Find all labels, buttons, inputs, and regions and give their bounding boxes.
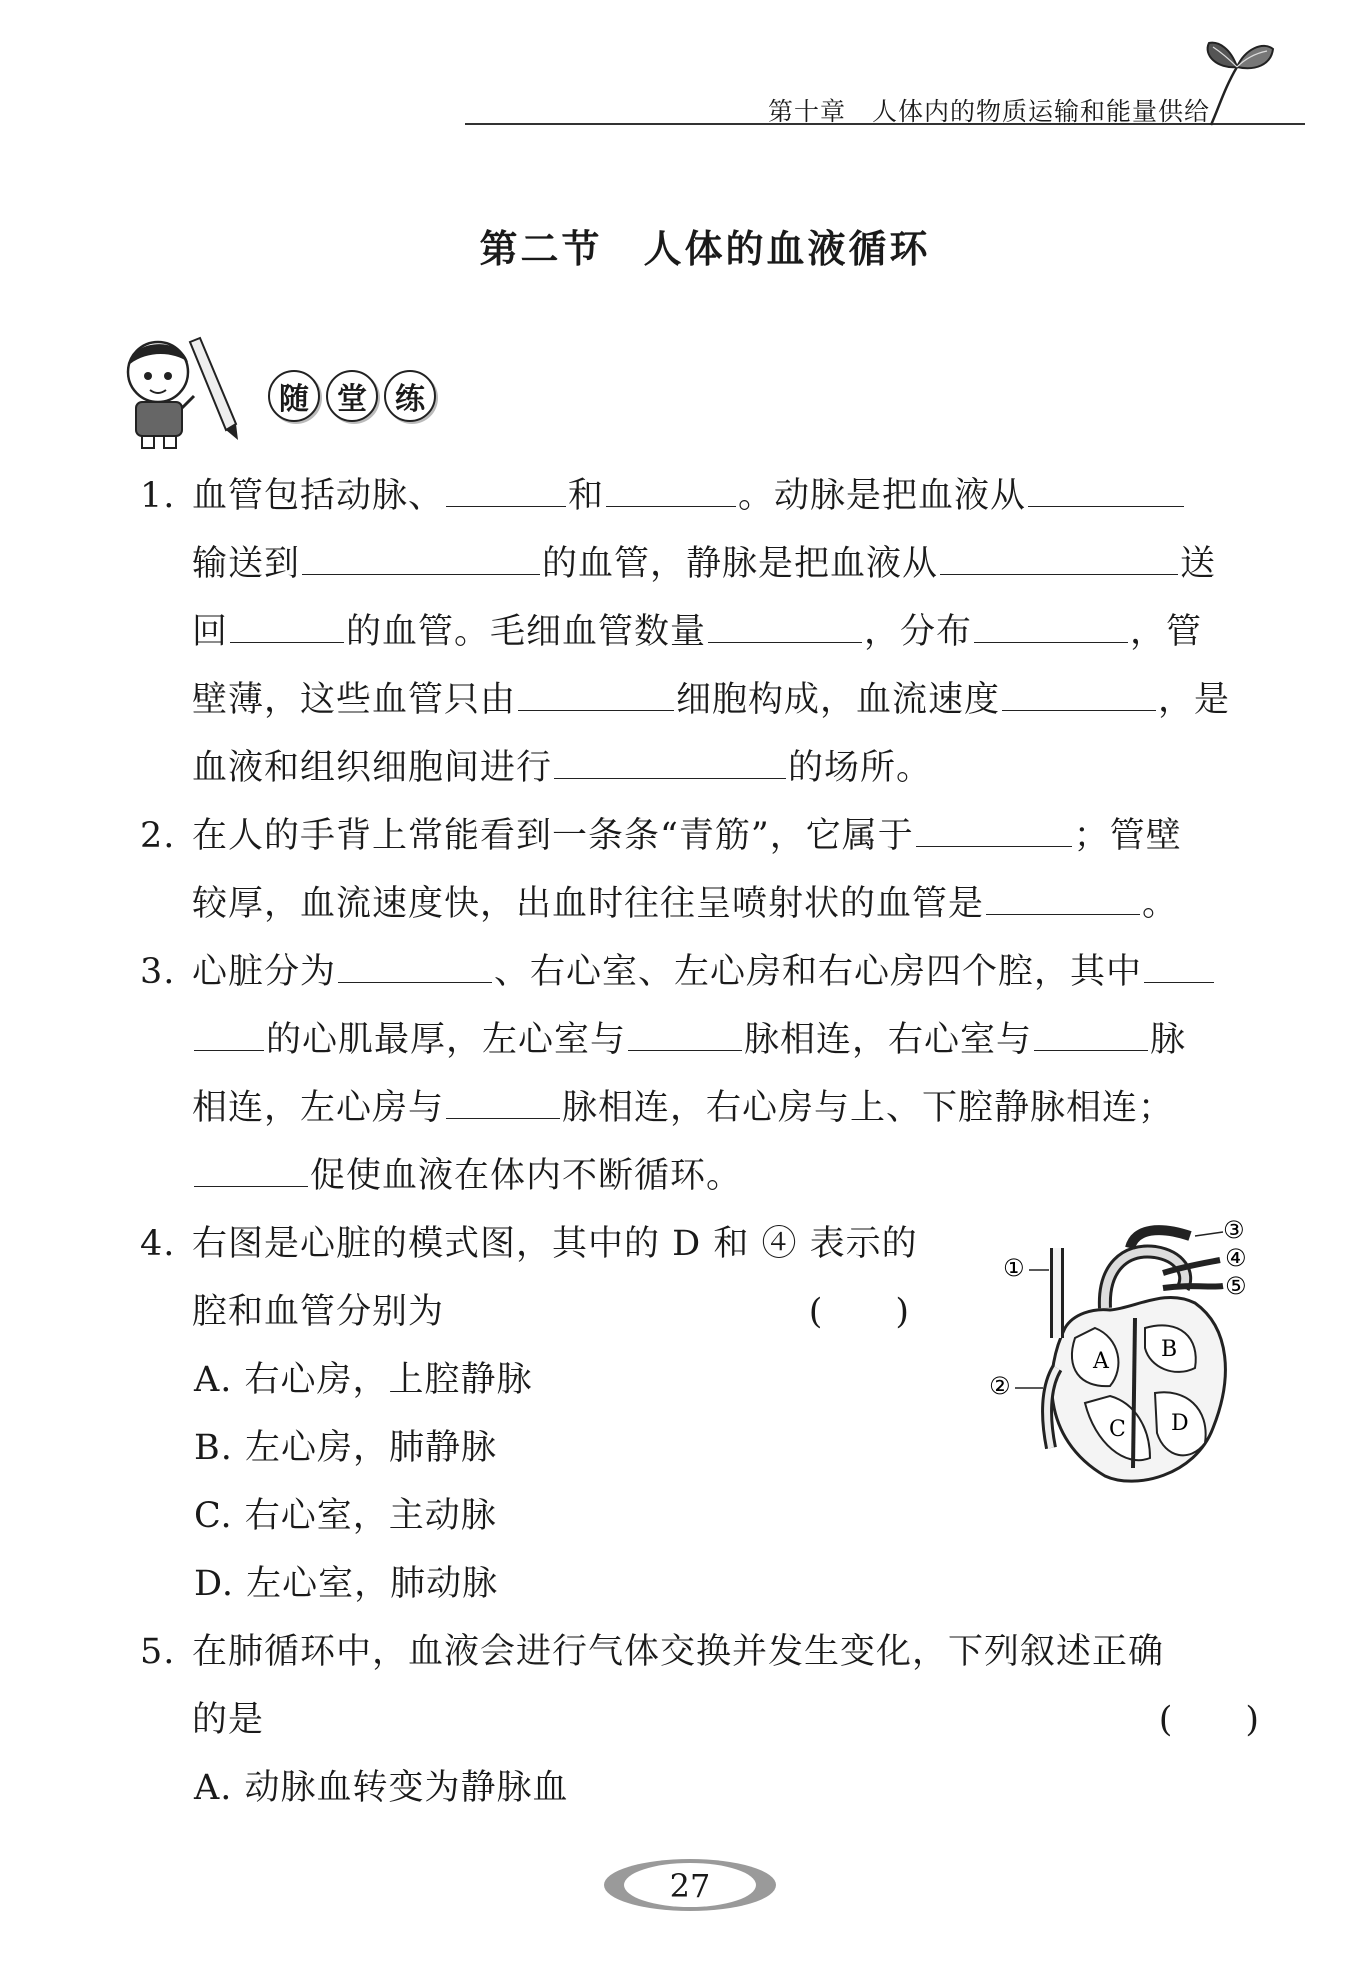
answer-blank[interactable] xyxy=(1034,1016,1148,1051)
answer-blank[interactable] xyxy=(446,1084,560,1119)
answer-blank[interactable] xyxy=(338,948,492,983)
question-2 xyxy=(140,802,1260,938)
text: 输送到 xyxy=(192,544,301,584)
text: 。动脉是把血液从 xyxy=(738,476,1027,516)
text: ，是 xyxy=(1158,680,1231,720)
answer-blank[interactable] xyxy=(194,1016,264,1051)
text: 回 xyxy=(192,612,229,652)
text: 右图是心脏的模式图，其中的 D 和 ④ 表示的 xyxy=(192,1224,918,1264)
answer-blank[interactable] xyxy=(628,1016,742,1051)
answer-parentheses[interactable]: ( ) xyxy=(1158,1700,1260,1740)
question-1 xyxy=(140,462,1260,802)
text: 。 xyxy=(1142,884,1179,924)
answer-blank[interactable] xyxy=(518,676,674,711)
chapter-header xyxy=(465,92,1305,128)
text: ，分布 xyxy=(864,612,973,652)
option-a[interactable]: A. 动脉血转变为静脉血 xyxy=(194,1768,569,1808)
vessel-label-2: ② xyxy=(989,1372,1011,1400)
question-number: 1. xyxy=(140,476,176,516)
text: 的场所。 xyxy=(788,748,933,788)
option-a[interactable]: A. 右心房，上腔静脉 xyxy=(194,1360,533,1400)
text: 心脏分为 xyxy=(192,952,337,992)
question-5 xyxy=(140,1618,1260,1822)
section-title: 第二节 人体的血液循环 xyxy=(479,227,931,271)
text: 脉相连，右心房与上、下腔静脉相连； xyxy=(562,1088,1175,1128)
page-number-badge xyxy=(600,1855,780,1915)
text: 的血管，静脉是把血液从 xyxy=(542,544,939,584)
answer-blank[interactable] xyxy=(916,812,1072,847)
answer-blank[interactable] xyxy=(446,472,566,507)
chapter-title: 第十章 人体内的物质运输和能量供给 xyxy=(767,97,1210,126)
answer-blank[interactable] xyxy=(708,608,862,643)
question-number: 2. xyxy=(140,816,176,856)
text: 血液和组织细胞间进行 xyxy=(192,748,553,788)
text: 脉相连，右心室与 xyxy=(744,1020,1033,1060)
answer-parentheses[interactable]: ( ) xyxy=(808,1292,910,1332)
heart-diagram xyxy=(985,1218,1260,1488)
badge-label xyxy=(268,370,436,422)
option-d[interactable]: D. 左心室，肺动脉 xyxy=(194,1564,499,1604)
answer-blank[interactable] xyxy=(554,744,786,779)
text: 的心肌最厚，左心室与 xyxy=(266,1020,627,1060)
question-number: 3. xyxy=(140,952,176,992)
vessel-label-4: ④ xyxy=(1225,1244,1247,1272)
student-with-pencil-icon xyxy=(108,332,248,450)
page-number: 27 xyxy=(669,1867,711,1905)
option-c[interactable]: C. 右心室，主动脉 xyxy=(194,1496,497,1536)
text: 的血管。毛细血管数量 xyxy=(346,612,707,652)
vessel-label-1: ① xyxy=(1003,1254,1025,1282)
text: 在肺循环中，血液会进行气体交换并发生变化，下列叙述正确 xyxy=(192,1632,1165,1672)
text: 和 xyxy=(568,476,605,516)
sprout-icon xyxy=(1197,37,1277,129)
text: 在人的手背上常能看到一条条“青筋”，它属于 xyxy=(192,816,914,856)
text: 壁薄，这些血管只由 xyxy=(192,680,517,720)
text: 细胞构成，血流速度 xyxy=(676,680,1001,720)
vessel-label-5: ⑤ xyxy=(1225,1272,1247,1300)
header-rule xyxy=(465,123,1305,125)
vessel-label-3: ③ xyxy=(1223,1218,1245,1244)
answer-blank[interactable] xyxy=(986,880,1140,915)
text: 腔和血管分别为 xyxy=(192,1292,445,1332)
badge-char: 堂 xyxy=(326,370,378,422)
text: 脉 xyxy=(1150,1020,1187,1060)
answer-blank[interactable] xyxy=(302,540,540,575)
text: 血管包括动脉、 xyxy=(192,476,445,516)
text: 较厚，血流速度快，出血时往往呈喷射状的血管是 xyxy=(192,884,985,924)
text: 的是 xyxy=(192,1700,265,1740)
question-3 xyxy=(140,938,1260,1210)
option-b[interactable]: B. 左心房，肺静脉 xyxy=(194,1428,497,1468)
answer-blank[interactable] xyxy=(940,540,1178,575)
answer-blank[interactable] xyxy=(606,472,736,507)
answer-blank[interactable] xyxy=(1028,472,1184,507)
text: ；管壁 xyxy=(1073,816,1182,856)
text: 相连，左心房与 xyxy=(192,1088,445,1128)
answer-blank[interactable] xyxy=(974,608,1128,643)
question-number: 5. xyxy=(140,1632,176,1672)
chamber-label-b: B xyxy=(1161,1337,1178,1362)
answer-blank[interactable] xyxy=(1144,948,1214,983)
answer-blank[interactable] xyxy=(1002,676,1156,711)
text: 送 xyxy=(1180,544,1217,584)
chamber-label-a: A xyxy=(1093,1349,1109,1374)
text: ，管 xyxy=(1130,612,1203,652)
chamber-label-d: D xyxy=(1171,1411,1189,1436)
answer-blank[interactable] xyxy=(230,608,344,643)
text: 促使血液在体内不断循环。 xyxy=(310,1156,743,1196)
answer-blank[interactable] xyxy=(194,1152,308,1187)
text: 、右心室、左心房和右心房四个腔，其中 xyxy=(494,952,1143,992)
badge-char: 随 xyxy=(268,370,320,422)
question-number: 4. xyxy=(140,1224,176,1264)
badge-char: 练 xyxy=(384,370,436,422)
chamber-label-c: C xyxy=(1109,1417,1126,1442)
